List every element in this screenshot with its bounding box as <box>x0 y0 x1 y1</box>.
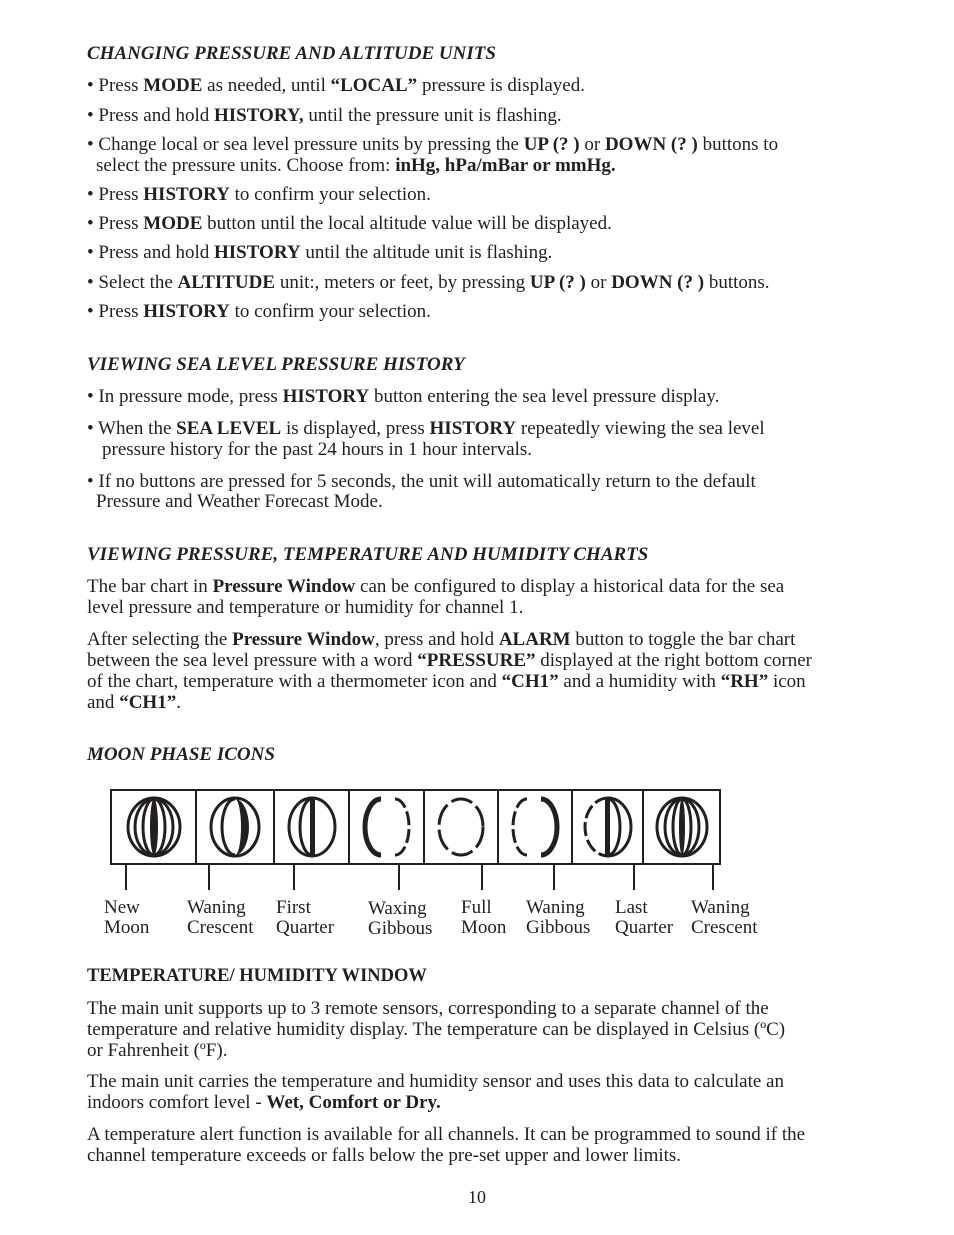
moon-phase-strip <box>110 789 721 865</box>
heading-temp-humidity-window: TEMPERATURE/ HUMIDITY WINDOW <box>87 966 427 986</box>
bullet-confirm-history: • Press HISTORY to confirm your selection. <box>87 184 431 205</box>
bullet-confirm-history-2: • Press HISTORY to confirm your selection. <box>87 301 431 322</box>
tick-new-moon <box>125 865 127 890</box>
moon-label-first-quarter: First Quarter <box>276 897 335 938</box>
charts-paragraph-2-line4: and “CH1”. <box>87 692 181 713</box>
temp-paragraph-2-line1: The main unit carries the temperature and humidity sensor and uses this data to calculate an <box>87 1071 784 1092</box>
tick-last-quarter <box>633 865 635 890</box>
waning-gibbous-icon <box>499 791 573 863</box>
moon-label-waning-gibbous: Waning Gibbous <box>526 897 591 938</box>
temp-paragraph-2-line2: indoors comfort level - Wet, Comfort or Dry. <box>87 1092 441 1113</box>
heading-sea-level-history: VIEWING SEA LEVEL PRESSURE HISTORY <box>87 354 465 375</box>
bullet-change-units-line2: select the pressure units. Choose from: inHg, hPa/mBar or mmHg. <box>96 155 616 176</box>
bullet-change-units: • Change local or sea level pressure units by pressing the UP (? ) or DOWN (? ) buttons to <box>87 134 779 155</box>
bullet-sea-level-displayed-line2: pressure history for the past 24 hours in 1 hour intervals. <box>102 439 533 460</box>
tick-full-moon <box>481 865 483 890</box>
heading-moon-phase-icons: MOON PHASE ICONS <box>87 744 275 765</box>
temp-paragraph-3-line1: A temperature alert function is available for all channels. It can be programmed to sound if the <box>87 1124 806 1145</box>
tick-first-quarter <box>293 865 295 890</box>
tick-waxing-gibbous <box>398 865 400 890</box>
bullet-no-buttons-line2: Pressure and Weather Forecast Mode. <box>96 491 383 512</box>
temp-paragraph-1-line3: or Fahrenheit (ºF). <box>87 1040 228 1061</box>
bullet-sea-level-displayed: • When the SEA LEVEL is displayed, press HISTORY repeatedly viewing the sea level <box>87 418 765 439</box>
temp-paragraph-1-line1: The main unit supports up to 3 remote sensors, corresponding to a separate channel of the <box>87 998 769 1019</box>
charts-paragraph-2-line2: between the sea level pressure with a word “PRESSURE” displayed at the right bottom corner <box>87 650 812 671</box>
page-number: 10 <box>468 1187 486 1207</box>
tick-waning-gibbous <box>553 865 555 890</box>
moon-label-waning-crescent: Waning Crescent <box>187 897 254 938</box>
waning-crescent-icon-2 <box>644 791 719 863</box>
waxing-gibbous-icon <box>350 791 425 863</box>
bullet-no-buttons: • If no buttons are pressed for 5 seconds, the unit will automatically return to the default <box>87 471 756 492</box>
bullet-hold-history-pressure: • Press and hold HISTORY, until the pressure unit is flashing. <box>87 105 562 126</box>
last-quarter-icon <box>573 791 644 863</box>
heading-pressure-altitude-units: CHANGING PRESSURE AND ALTITUDE UNITS <box>87 43 496 64</box>
bullet-press-mode-local: • Press MODE as needed, until “LOCAL” pressure is displayed. <box>87 75 585 96</box>
first-quarter-icon <box>275 791 350 863</box>
bullet-hold-history-altitude: • Press and hold HISTORY until the altitude unit is flashing. <box>87 242 553 263</box>
new-moon-icon <box>112 791 197 863</box>
heading-charts: VIEWING PRESSURE, TEMPERATURE AND HUMIDITY CHARTS <box>87 544 649 565</box>
tick-waning-crescent-2 <box>712 865 714 890</box>
moon-label-full-moon: Full Moon <box>461 897 507 938</box>
moon-label-last-quarter: Last Quarter <box>615 897 674 938</box>
bullet-mode-altitude: • Press MODE button until the local altitude value will be displayed. <box>87 213 612 234</box>
charts-paragraph-1-line1: The bar chart in Pressure Window can be configured to display a historical data for the sea <box>87 576 785 597</box>
temp-paragraph-3-line2: channel temperature exceeds or falls below the pre-set upper and lower limits. <box>87 1145 682 1166</box>
bullet-pressure-mode-history: • In pressure mode, press HISTORY button entering the sea level pressure display. <box>87 386 720 407</box>
charts-paragraph-2-line1: After selecting the Pressure Window, press and hold ALARM button to toggle the bar chart <box>87 629 796 650</box>
moon-label-waxing-gibbous: Waxing Gibbous <box>368 898 433 939</box>
charts-paragraph-2-line3: of the chart, temperature with a thermometer icon and “CH1” and a humidity with “RH” icon <box>87 671 806 692</box>
full-moon-icon <box>425 791 499 863</box>
waning-crescent-icon <box>197 791 275 863</box>
charts-paragraph-1-line2: level pressure and temperature or humidity for channel 1. <box>87 597 524 618</box>
tick-waning-crescent <box>208 865 210 890</box>
moon-label-waning-crescent-2: Waning Crescent <box>691 897 758 938</box>
temp-paragraph-1-line2: temperature and relative humidity display. The temperature can be displayed in Celsius (ºC) <box>87 1019 786 1040</box>
moon-label-new-moon: New Moon <box>104 897 150 938</box>
bullet-select-altitude: • Select the ALTITUDE unit:, meters or feet, by pressing UP (? ) or DOWN (? ) buttons. <box>87 272 770 293</box>
